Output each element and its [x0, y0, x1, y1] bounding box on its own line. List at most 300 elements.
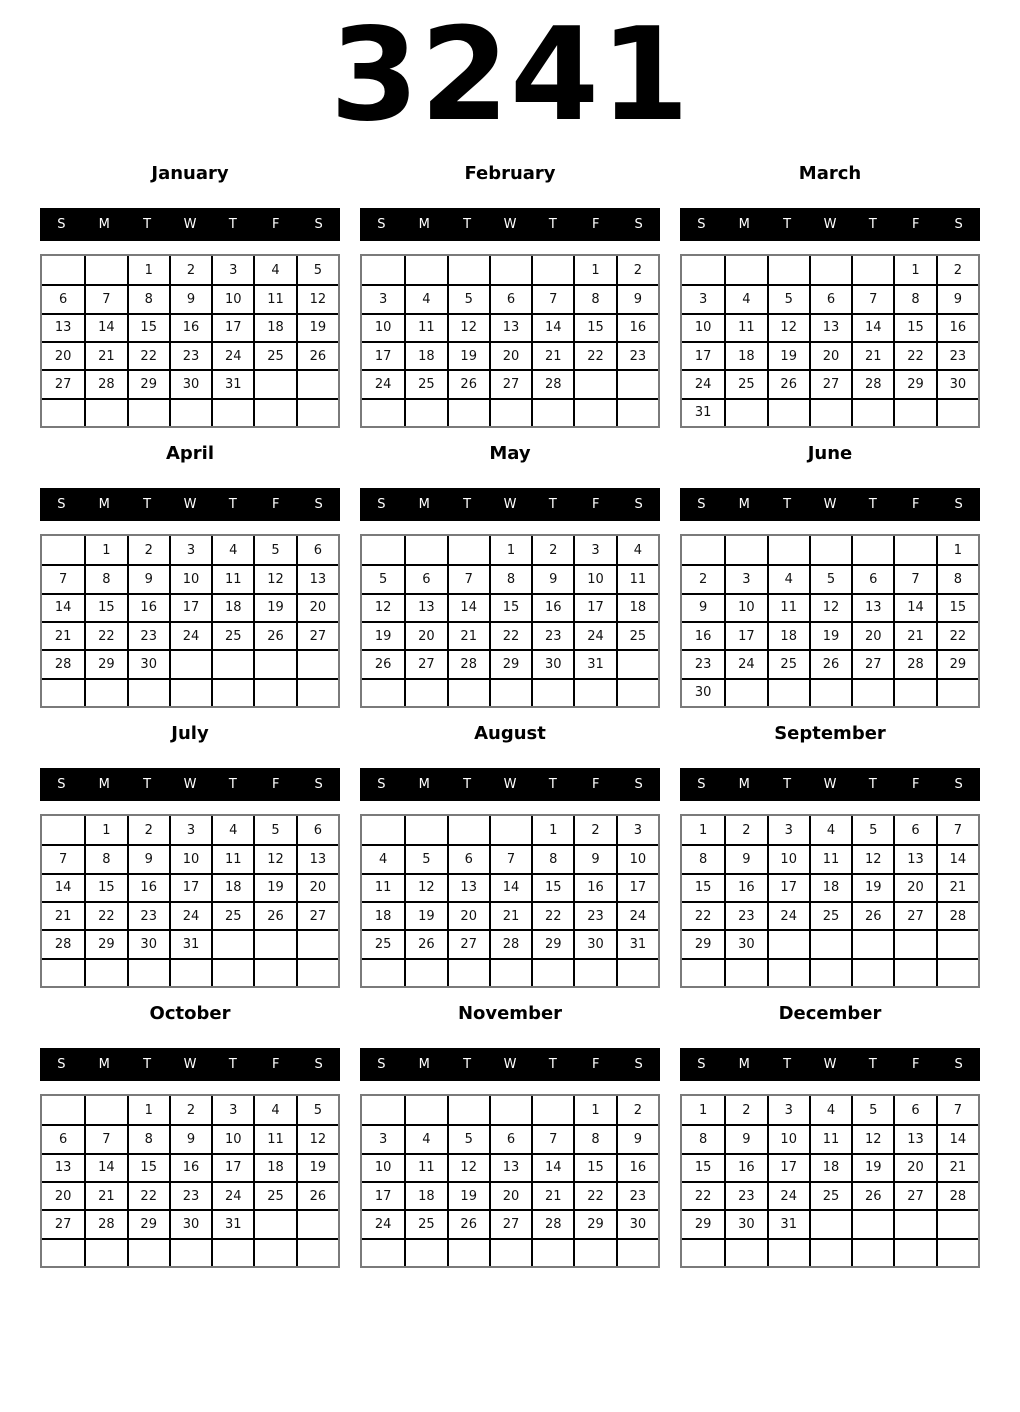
day-cell [724, 536, 766, 564]
day-cell: 19 [362, 621, 404, 649]
weekday-label: T [783, 497, 792, 512]
day-cell: 10 [211, 1124, 253, 1152]
day-cell: 20 [296, 593, 338, 621]
day-cell [531, 398, 573, 426]
weekday-label: F [591, 777, 600, 792]
day-cell: 16 [724, 873, 766, 901]
day-cell: 17 [211, 1153, 253, 1181]
day-cell: 5 [767, 284, 809, 312]
day-cell [851, 1238, 893, 1266]
day-cell: 8 [531, 844, 573, 872]
day-cell [531, 1238, 573, 1266]
day-cell: 17 [573, 593, 615, 621]
day-cell [893, 398, 935, 426]
day-cell: 9 [127, 564, 169, 592]
day-cell: 13 [893, 844, 935, 872]
day-cell: 6 [42, 1124, 84, 1152]
day-cell: 20 [489, 341, 531, 369]
day-cell: 25 [724, 369, 766, 397]
day-cell: 18 [616, 593, 658, 621]
day-cell: 5 [296, 256, 338, 284]
day-cell: 15 [84, 873, 126, 901]
weekday-label: T [868, 217, 877, 232]
day-cell: 27 [893, 901, 935, 929]
day-cell: 13 [42, 313, 84, 341]
day-cell: 3 [362, 1124, 404, 1152]
day-cell: 14 [42, 873, 84, 901]
day-cell [489, 958, 531, 986]
day-cell: 13 [851, 593, 893, 621]
weekday-label: S [697, 217, 706, 232]
day-cell: 12 [362, 593, 404, 621]
month-december [680, 988, 980, 1268]
day-cell [296, 958, 338, 986]
weekday-label: T [143, 217, 152, 232]
month-title: December [778, 1003, 882, 1024]
day-cell: 15 [84, 593, 126, 621]
day-cell [447, 256, 489, 284]
day-cell: 21 [84, 1181, 126, 1209]
weekday-label: T [548, 777, 557, 792]
day-cell: 22 [573, 1181, 615, 1209]
day-cell [809, 398, 851, 426]
day-cell: 5 [362, 564, 404, 592]
day-cell [489, 256, 531, 284]
day-cell: 2 [127, 536, 169, 564]
weekday-label: F [271, 217, 280, 232]
day-cell: 30 [724, 1209, 766, 1237]
month-january [40, 148, 340, 428]
day-cell: 29 [893, 369, 935, 397]
day-cell: 21 [447, 621, 489, 649]
day-cell: 2 [531, 536, 573, 564]
day-cell: 23 [531, 621, 573, 649]
day-cell [851, 536, 893, 564]
day-cell: 8 [84, 564, 126, 592]
weekday-label: W [503, 1057, 517, 1072]
day-cell: 18 [253, 313, 295, 341]
weekday-header [360, 1048, 660, 1081]
day-cell: 16 [682, 621, 724, 649]
day-cell: 22 [84, 901, 126, 929]
day-cell: 16 [724, 1153, 766, 1181]
day-cell: 9 [169, 284, 211, 312]
weekday-label: S [57, 1057, 66, 1072]
day-cell: 12 [851, 1124, 893, 1152]
day-cell: 21 [936, 873, 978, 901]
day-cell: 18 [404, 341, 446, 369]
day-cell: 4 [724, 284, 766, 312]
day-cell: 6 [296, 536, 338, 564]
day-cell: 15 [127, 1153, 169, 1181]
day-cell: 16 [169, 313, 211, 341]
day-cell: 29 [489, 649, 531, 677]
month-grid [40, 1094, 340, 1268]
month-grid [40, 254, 340, 428]
day-cell: 25 [211, 901, 253, 929]
day-cell: 20 [809, 341, 851, 369]
day-cell: 16 [616, 1153, 658, 1181]
day-cell: 9 [724, 1124, 766, 1152]
day-cell: 13 [489, 1153, 531, 1181]
day-cell: 4 [404, 1124, 446, 1152]
day-cell: 14 [84, 313, 126, 341]
weekday-label: T [783, 217, 792, 232]
day-cell: 30 [169, 369, 211, 397]
day-cell: 9 [682, 593, 724, 621]
day-cell [682, 958, 724, 986]
day-cell: 16 [531, 593, 573, 621]
day-cell [893, 1209, 935, 1237]
day-cell: 28 [893, 649, 935, 677]
day-cell: 10 [616, 844, 658, 872]
day-cell: 8 [573, 1124, 615, 1152]
day-cell [809, 256, 851, 284]
day-cell: 26 [809, 649, 851, 677]
day-cell: 25 [809, 1181, 851, 1209]
day-cell [573, 1238, 615, 1266]
day-cell: 26 [296, 1181, 338, 1209]
weekday-label: M [738, 1057, 750, 1072]
day-cell: 31 [211, 1209, 253, 1237]
weekday-header [40, 488, 340, 521]
day-cell: 1 [893, 256, 935, 284]
day-cell: 2 [127, 816, 169, 844]
day-cell: 6 [447, 844, 489, 872]
day-cell [851, 1209, 893, 1237]
day-cell: 24 [682, 369, 724, 397]
day-cell [362, 256, 404, 284]
day-cell: 20 [404, 621, 446, 649]
day-cell: 21 [84, 341, 126, 369]
day-cell: 7 [84, 1124, 126, 1152]
day-cell: 5 [404, 844, 446, 872]
day-cell [296, 1209, 338, 1237]
weekday-label: S [377, 1057, 386, 1072]
day-cell: 2 [169, 256, 211, 284]
day-cell [682, 1238, 724, 1266]
day-cell: 7 [851, 284, 893, 312]
day-cell: 16 [616, 313, 658, 341]
month-august [360, 708, 660, 988]
day-cell [211, 929, 253, 957]
day-cell: 9 [616, 284, 658, 312]
day-cell: 10 [362, 1153, 404, 1181]
weekday-header [40, 1048, 340, 1081]
day-cell [296, 649, 338, 677]
day-cell: 11 [253, 1124, 295, 1152]
day-cell: 26 [767, 369, 809, 397]
day-cell: 22 [573, 341, 615, 369]
weekday-label: S [954, 1057, 963, 1072]
weekday-label: M [738, 777, 750, 792]
day-cell: 14 [936, 1124, 978, 1152]
day-cell [169, 1238, 211, 1266]
weekday-label: T [228, 217, 237, 232]
month-grid [680, 1094, 980, 1268]
day-cell: 25 [362, 929, 404, 957]
header-grid-gap [40, 521, 340, 534]
day-cell: 15 [489, 593, 531, 621]
day-cell: 10 [573, 564, 615, 592]
day-cell: 19 [253, 593, 295, 621]
day-cell: 8 [127, 1124, 169, 1152]
day-cell: 2 [169, 1096, 211, 1124]
weekday-label: W [183, 777, 197, 792]
weekday-label: S [377, 497, 386, 512]
day-cell: 24 [211, 1181, 253, 1209]
day-cell: 19 [851, 873, 893, 901]
day-cell: 9 [936, 284, 978, 312]
weekday-label: F [271, 1057, 280, 1072]
day-cell: 21 [531, 1181, 573, 1209]
day-cell: 25 [211, 621, 253, 649]
day-cell: 20 [42, 341, 84, 369]
weekday-label: T [783, 777, 792, 792]
day-cell: 6 [296, 816, 338, 844]
day-cell: 7 [531, 1124, 573, 1152]
day-cell: 3 [169, 816, 211, 844]
day-cell: 17 [767, 873, 809, 901]
month-july [40, 708, 340, 988]
weekday-header [680, 488, 980, 521]
day-cell: 17 [362, 1181, 404, 1209]
day-cell: 7 [42, 564, 84, 592]
day-cell [84, 1096, 126, 1124]
day-cell: 19 [404, 901, 446, 929]
weekday-label: T [548, 217, 557, 232]
day-cell [84, 256, 126, 284]
day-cell: 14 [893, 593, 935, 621]
month-grid [680, 814, 980, 988]
day-cell: 30 [724, 929, 766, 957]
day-cell [42, 256, 84, 284]
day-cell: 26 [404, 929, 446, 957]
day-cell: 23 [169, 1181, 211, 1209]
weekday-label: W [183, 497, 197, 512]
day-cell: 13 [447, 873, 489, 901]
day-cell: 15 [573, 1153, 615, 1181]
day-cell: 10 [169, 844, 211, 872]
weekday-label: M [98, 497, 110, 512]
day-cell [253, 369, 295, 397]
day-cell: 8 [936, 564, 978, 592]
day-cell [809, 958, 851, 986]
month-grid [680, 534, 980, 708]
day-cell: 4 [616, 536, 658, 564]
month-title: July [171, 723, 209, 744]
day-cell: 29 [84, 649, 126, 677]
day-cell: 16 [169, 1153, 211, 1181]
day-cell: 7 [42, 844, 84, 872]
day-cell: 24 [362, 369, 404, 397]
day-cell: 22 [127, 341, 169, 369]
weekday-label: M [418, 777, 430, 792]
day-cell [489, 816, 531, 844]
day-cell: 28 [936, 901, 978, 929]
day-cell [893, 678, 935, 706]
day-cell: 22 [84, 621, 126, 649]
day-cell [404, 958, 446, 986]
day-cell: 22 [127, 1181, 169, 1209]
day-cell [851, 678, 893, 706]
day-cell: 10 [724, 593, 766, 621]
day-cell: 6 [809, 284, 851, 312]
month-title: August [474, 723, 546, 744]
day-cell: 24 [767, 901, 809, 929]
weekday-label: W [503, 497, 517, 512]
day-cell: 24 [169, 901, 211, 929]
day-cell: 31 [211, 369, 253, 397]
day-cell: 28 [42, 649, 84, 677]
day-cell: 5 [851, 816, 893, 844]
day-cell [489, 1096, 531, 1124]
day-cell: 27 [489, 1209, 531, 1237]
day-cell: 14 [851, 313, 893, 341]
weekday-label: W [503, 777, 517, 792]
day-cell: 24 [724, 649, 766, 677]
day-cell: 7 [936, 816, 978, 844]
weekday-label: S [314, 777, 323, 792]
day-cell: 28 [936, 1181, 978, 1209]
day-cell [211, 649, 253, 677]
day-cell: 2 [573, 816, 615, 844]
day-cell: 5 [296, 1096, 338, 1124]
day-cell [616, 369, 658, 397]
weekday-label: W [503, 217, 517, 232]
header-grid-gap [680, 241, 980, 254]
day-cell: 18 [809, 873, 851, 901]
weekday-label: M [98, 1057, 110, 1072]
day-cell: 31 [616, 929, 658, 957]
day-cell: 1 [531, 816, 573, 844]
day-cell [851, 398, 893, 426]
day-cell: 3 [573, 536, 615, 564]
day-cell: 8 [489, 564, 531, 592]
day-cell [253, 929, 295, 957]
weekday-label: W [823, 217, 837, 232]
month-grid [360, 534, 660, 708]
day-cell [211, 678, 253, 706]
day-cell: 2 [616, 256, 658, 284]
day-cell: 17 [682, 341, 724, 369]
day-cell [169, 398, 211, 426]
day-cell: 28 [531, 1209, 573, 1237]
day-cell: 26 [296, 341, 338, 369]
day-cell [936, 398, 978, 426]
day-cell [211, 958, 253, 986]
day-cell: 30 [169, 1209, 211, 1237]
day-cell: 11 [616, 564, 658, 592]
weekday-label: T [548, 1057, 557, 1072]
day-cell [169, 958, 211, 986]
month-april [40, 428, 340, 708]
day-cell [211, 398, 253, 426]
day-cell: 23 [127, 901, 169, 929]
day-cell: 20 [893, 1153, 935, 1181]
month-grid [360, 1094, 660, 1268]
day-cell: 24 [169, 621, 211, 649]
day-cell: 25 [404, 369, 446, 397]
day-cell: 30 [682, 678, 724, 706]
weekday-label: T [228, 497, 237, 512]
day-cell: 1 [573, 1096, 615, 1124]
day-cell: 18 [362, 901, 404, 929]
day-cell: 11 [724, 313, 766, 341]
day-cell: 18 [767, 621, 809, 649]
day-cell: 14 [531, 1153, 573, 1181]
day-cell [253, 398, 295, 426]
day-cell: 14 [489, 873, 531, 901]
day-cell: 3 [767, 1096, 809, 1124]
day-cell: 26 [253, 621, 295, 649]
day-cell [531, 1096, 573, 1124]
day-cell: 1 [699, 822, 708, 838]
header-grid-gap [360, 1081, 660, 1094]
day-cell: 19 [851, 1153, 893, 1181]
day-cell: 21 [531, 341, 573, 369]
day-cell: 10 [767, 1124, 809, 1152]
weekday-header [40, 208, 340, 241]
day-cell: 5 [253, 536, 295, 564]
day-cell [42, 398, 84, 426]
month-title: April [165, 443, 215, 464]
day-cell [809, 1238, 851, 1266]
day-cell: 13 [809, 313, 851, 341]
day-cell [127, 398, 169, 426]
day-cell: 15 [682, 1153, 724, 1181]
weekday-label: F [271, 497, 280, 512]
day-cell: 4 [253, 1096, 295, 1124]
day-cell: 22 [936, 621, 978, 649]
weekday-label: M [98, 217, 110, 232]
day-cell: 1 [127, 1096, 169, 1124]
day-cell [404, 1238, 446, 1266]
day-cell: 4 [211, 536, 253, 564]
day-cell [573, 678, 615, 706]
day-cell: 3 [169, 536, 211, 564]
day-cell: 2 [724, 816, 766, 844]
month-title: February [464, 163, 556, 184]
day-cell [616, 398, 658, 426]
day-cell [809, 1209, 851, 1237]
day-cell: 17 [211, 313, 253, 341]
day-cell: 28 [851, 369, 893, 397]
weekday-label: T [143, 1057, 152, 1072]
weekday-label: F [591, 1057, 600, 1072]
day-cell: 29 [531, 929, 573, 957]
day-cell: 13 [404, 593, 446, 621]
day-cell: 4 [767, 564, 809, 592]
day-cell: 3 [616, 816, 658, 844]
weekday-label: F [911, 1057, 920, 1072]
day-cell: 28 [84, 1209, 126, 1237]
day-cell: 2 [682, 564, 724, 592]
day-cell: 6 [42, 284, 84, 312]
day-cell [809, 929, 851, 957]
day-cell: 26 [447, 1209, 489, 1237]
month-grid [360, 254, 660, 428]
day-cell: 30 [127, 929, 169, 957]
day-cell [767, 678, 809, 706]
day-cell [447, 958, 489, 986]
month-title: September [774, 723, 886, 744]
day-cell: 27 [447, 929, 489, 957]
day-cell: 10 [767, 844, 809, 872]
day-cell: 20 [489, 1181, 531, 1209]
header-grid-gap [40, 241, 340, 254]
day-cell: 19 [767, 341, 809, 369]
